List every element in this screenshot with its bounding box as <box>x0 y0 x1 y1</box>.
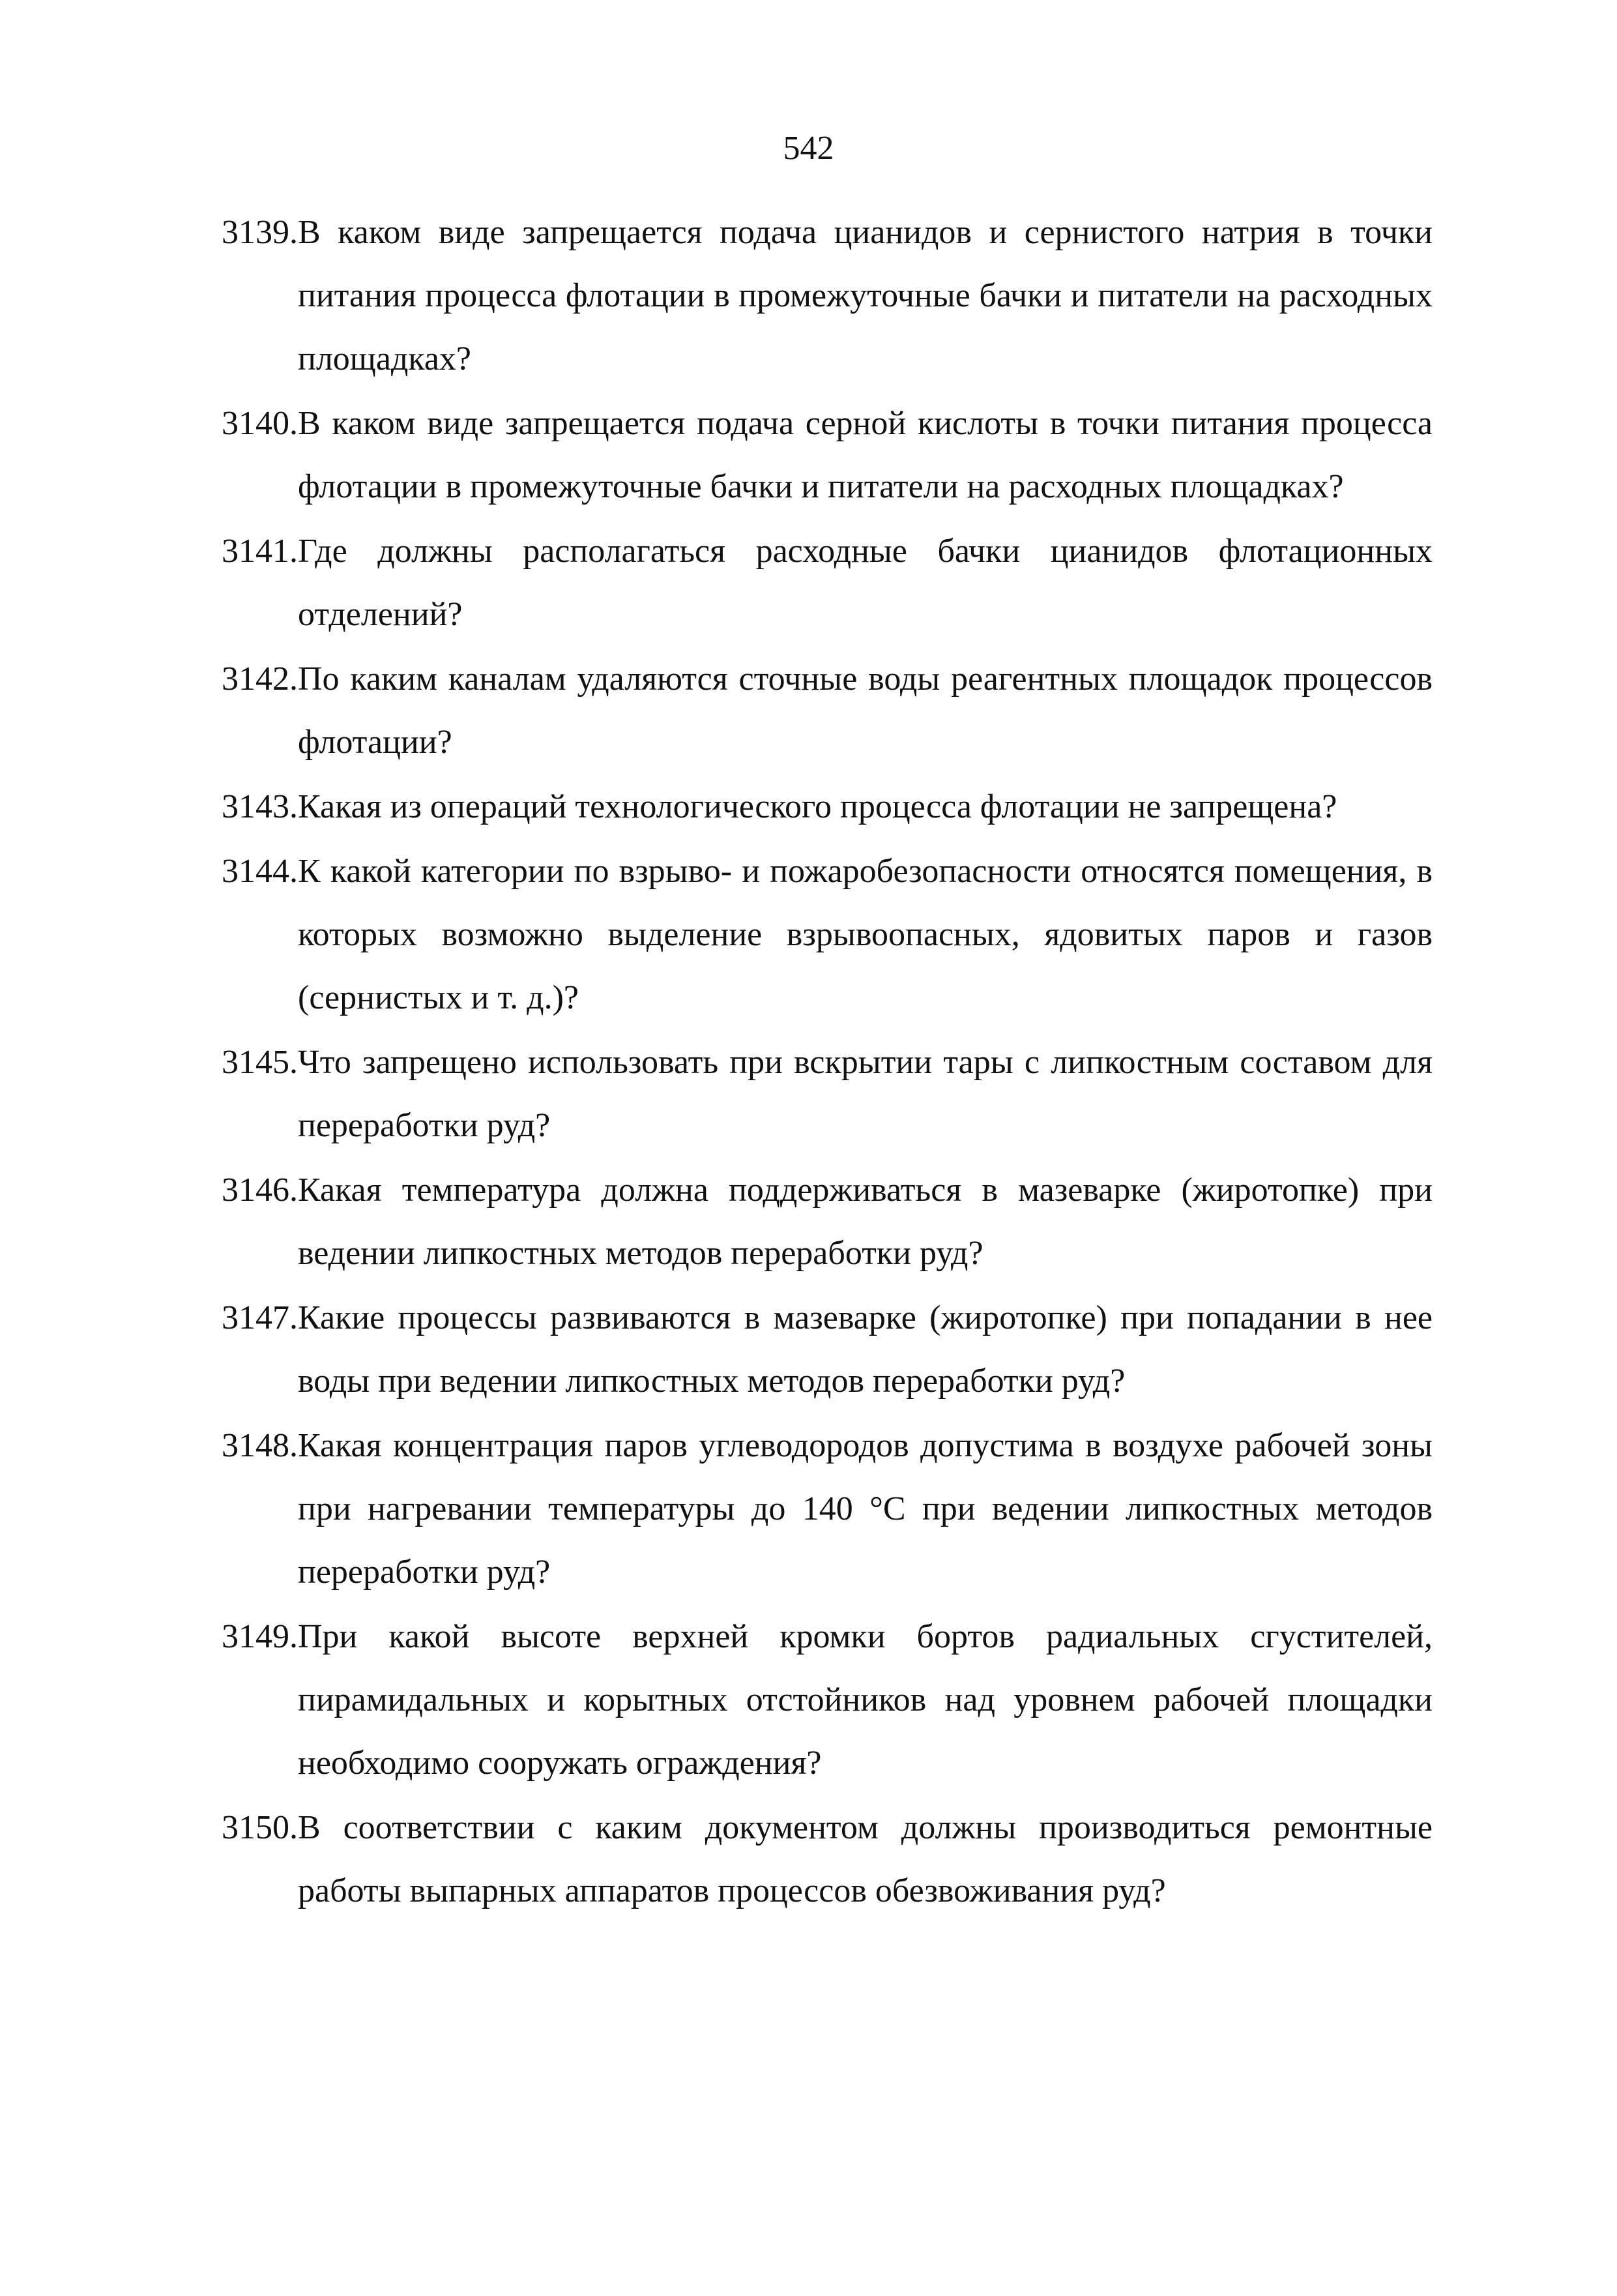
question-item <box>222 1605 1433 1795</box>
question-item <box>222 1031 1433 1157</box>
question-text: В каком виде запрещается подача серной кислоты в точки питания процесса флотации в промежуточные бачки и питатели на расходных площадках? <box>298 405 1433 505</box>
question-item <box>222 392 1433 518</box>
question-number: 3144. <box>222 853 298 890</box>
question-text: Что запрещено использовать при вскрытии тары с липкостным составом для переработки руд? <box>298 1044 1433 1144</box>
question-item <box>222 1158 1433 1285</box>
question-text: В каком виде запрещается подача цианидов и сернистого натрия в точки питания процесса флотации в промежуточные бачки и питатели на расходных площадках? <box>298 214 1433 377</box>
question-number: 3150. <box>222 1809 298 1846</box>
question-number: 3148. <box>222 1427 298 1464</box>
question-item <box>222 1286 1433 1413</box>
question-item <box>222 1414 1433 1604</box>
question-number: 3139. <box>222 214 298 251</box>
question-item <box>222 1796 1433 1922</box>
question-text: По каким каналам удаляются сточные воды реагентных площадок процессов флотации? <box>298 660 1433 761</box>
question-number: 3146. <box>222 1171 298 1209</box>
question-text: Какая из операций технологического процесса флотации не запрещена? <box>298 788 1337 825</box>
question-list <box>222 201 1433 1924</box>
question-number: 3143. <box>222 788 298 825</box>
question-item <box>222 775 1433 838</box>
question-text: Какая концентрация паров углеводородов допустима в воздухе рабочей зоны при нагревании температуры до 140 °С при ведении липкостных методов переработки руд? <box>298 1427 1433 1591</box>
question-number: 3141. <box>222 533 298 570</box>
question-number: 3142. <box>222 660 298 698</box>
question-item <box>222 840 1433 1029</box>
page-number: 542 <box>783 130 834 167</box>
question-text: К какой категории по взрыво- и пожаробезопасности относятся помещения, в которых возможно выделение взрывоопасных, ядовитых паров и газов (сернистых и т. д.)? <box>298 853 1433 1016</box>
question-item <box>222 201 1433 390</box>
question-number: 3140. <box>222 405 298 442</box>
question-text: В соответствии с каким документом должны производиться ремонтные работы выпарных аппаратов процессов обезвоживания руд? <box>298 1809 1433 1909</box>
question-text: Какие процессы развиваются в мазеварке (жиротопке) при попадании в нее воды при ведении липкостных методов переработки руд? <box>298 1299 1433 1400</box>
question-number: 3145. <box>222 1044 298 1081</box>
question-item <box>222 647 1433 774</box>
question-text: Какая температура должна поддерживаться в мазеварке (жиротопке) при ведении липкостных методов переработки руд? <box>298 1171 1433 1272</box>
question-number: 3147. <box>222 1299 298 1336</box>
question-number: 3149. <box>222 1618 298 1655</box>
question-text: Где должны располагаться расходные бачки цианидов флотационных отделений? <box>298 533 1433 633</box>
question-text: При какой высоте верхней кромки бортов радиальных сгустителей, пирамидальных и корытных отстойников над уровнем рабочей площадки необходимо сооружать ограждения? <box>298 1618 1433 1782</box>
question-item <box>222 520 1433 646</box>
